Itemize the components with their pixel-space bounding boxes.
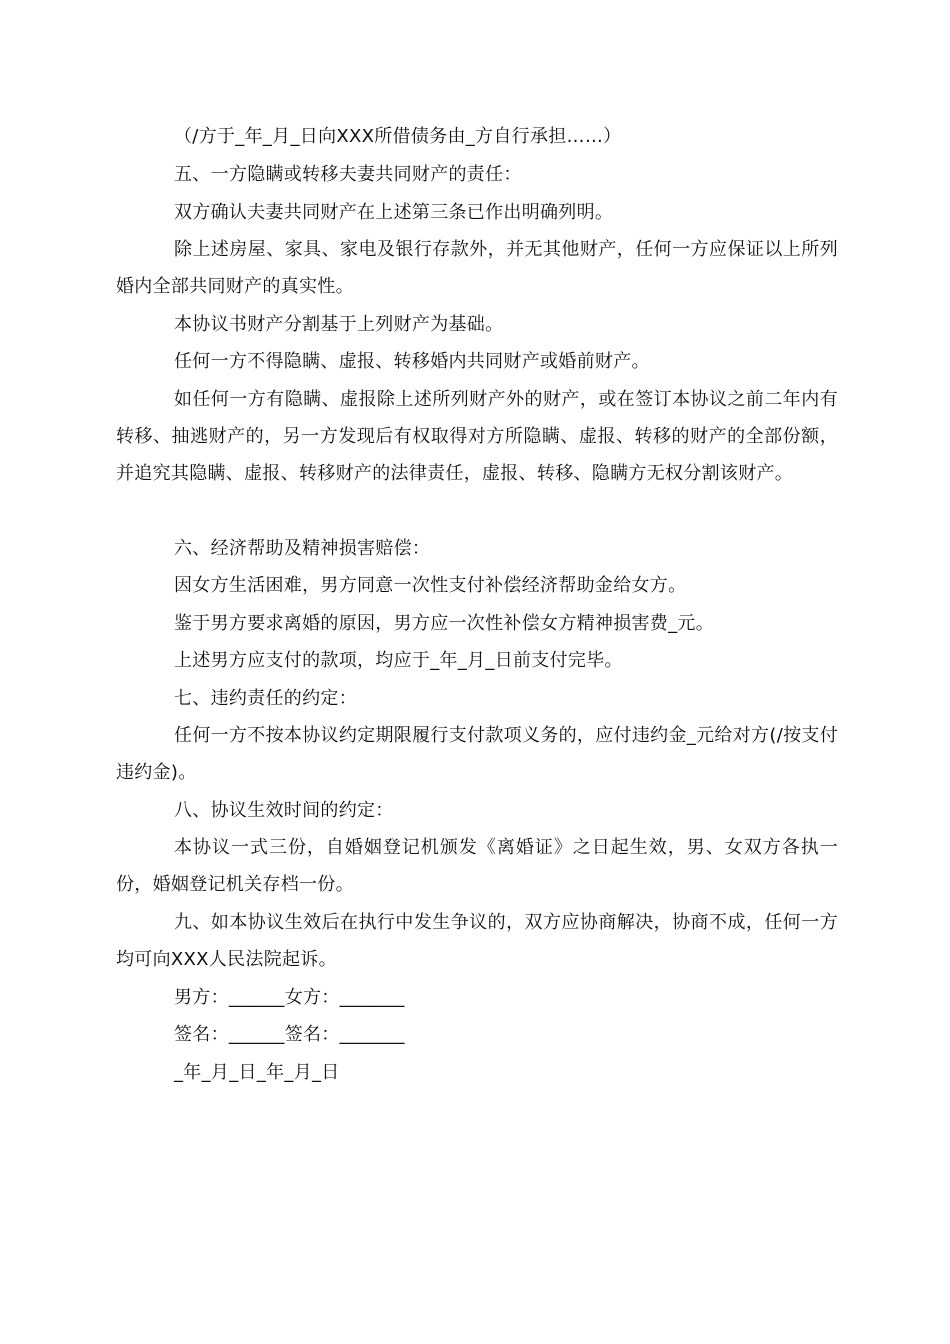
section-heading-6: 六、经济帮助及精神损害赔偿： [174,538,431,559]
signature-parties-line: 男方：______女方：_______ [174,987,405,1008]
paragraph-confirm-property: 双方确认夫妻共同财产在上述第三条已作出明确列明。 [174,202,614,223]
paragraph-debt-note: （/方于_年_月_日向XXX所借债务由_方自行承担……） [174,126,622,147]
paragraph-effective-time: 本协议一式三份，自婚姻登记机颁发《离婚证》之日起生效，男、女双方各执一份，婚姻登记机关存档一份。 [116,837,838,895]
signature-names-line: 签名：______签名：_______ [174,1024,405,1045]
section-heading-7: 七、违约责任的约定： [174,688,357,709]
signature-date-line: _年_月_日_年_月_日 [174,1062,340,1083]
paragraph-division-basis: 本协议书财产分割基于上列财产为基础。 [174,314,504,335]
paragraph-economic-help: 因女方生活困难，男方同意一次性支付补偿经济帮助金给女方。 [174,575,687,596]
paragraph-breach-liability: 任何一方不按本协议约定期限履行支付款项义务的，应付违约金_元给对方(/按支付违约金)。 [116,725,838,783]
section-heading-8: 八、协议生效时间的约定： [174,800,394,821]
paragraph-mental-damage: 鉴于男方要求离婚的原因，男方应一次性补偿女方精神损害费_元。 [174,613,714,634]
paragraph-property-guarantee: 除上述房屋、家具、家电及银行存款外，并无其他财产，任何一方应保证以上所列婚内全部共同财产的真实性。 [116,239,838,297]
paragraph-dispute-resolution: 九、如本协议生效后在执行中发生争议的，双方应协商解决，协商不成，任何一方均可向XXX人民法院起诉。 [116,912,838,970]
paragraph-no-concealment: 任何一方不得隐瞒、虚报、转移婚内共同财产或婚前财产。 [174,351,650,372]
paragraph-payment-deadline: 上述男方应支付的款项，均应于_年_月_日前支付完毕。 [174,650,623,671]
section-heading-5: 五、一方隐瞒或转移夫妻共同财产的责任： [174,164,522,185]
paragraph-concealment-liability: 如任何一方有隐瞒、虚报除上述所列财产外的财产，或在签订本协议之前二年内有转移、抽逃财产的，另一方发现后有权取得对方所隐瞒、虚报、转移的财产的全部份额，并追究其隐瞒、虚报、转移财产的法律责任，虚报、转移、隐瞒方无权分割该财产。 [116,389,838,484]
